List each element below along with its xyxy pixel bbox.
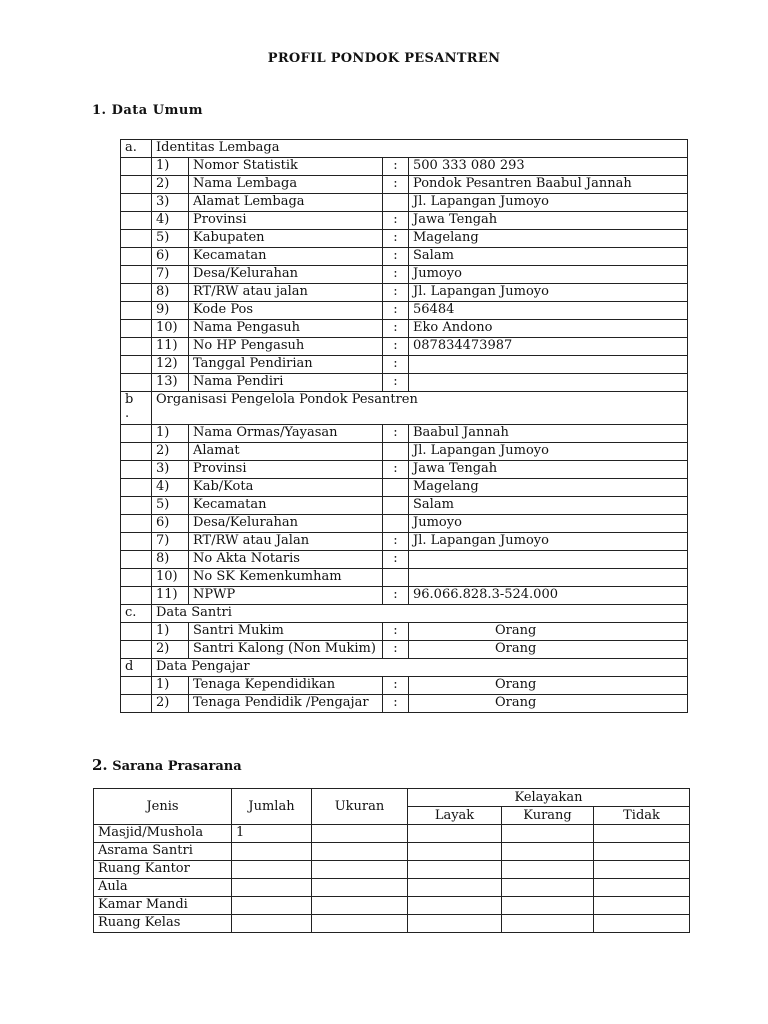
cell-kurang — [502, 825, 594, 843]
table-row — [121, 533, 688, 551]
field-label: Desa/Kelurahan — [189, 266, 383, 284]
table-row — [121, 587, 688, 605]
row-number: 3) — [152, 461, 189, 479]
table-row — [94, 915, 690, 933]
row-number: 5) — [152, 230, 189, 248]
cell-jenis: Aula — [94, 879, 232, 897]
group-letter: b . — [121, 392, 152, 425]
row-number: 2) — [152, 443, 189, 461]
cell-kurang — [502, 897, 594, 915]
cell-kurang — [502, 861, 594, 879]
cell-jumlah — [232, 843, 312, 861]
group-header-pengajar — [121, 659, 688, 677]
sarana-prasarana-table — [93, 788, 690, 933]
cell-ukuran — [312, 825, 408, 843]
row-number: 6) — [152, 515, 189, 533]
empty-cell — [121, 302, 152, 320]
field-value: Jl. Lapangan Jumoyo — [409, 443, 688, 461]
row-number: 7) — [152, 533, 189, 551]
field-value: Orang — [409, 623, 688, 641]
row-number: 10) — [152, 320, 189, 338]
cell-layak — [408, 897, 502, 915]
field-label: RT/RW atau Jalan — [189, 533, 383, 551]
separator: : — [383, 176, 409, 194]
field-value: Jawa Tengah — [409, 461, 688, 479]
header-kelayakan: Kelayakan — [408, 789, 690, 807]
field-value: Jl. Lapangan Jumoyo — [409, 284, 688, 302]
cell-layak — [408, 861, 502, 879]
cell-layak — [408, 843, 502, 861]
row-number: 4) — [152, 212, 189, 230]
field-value: Eko Andono — [409, 320, 688, 338]
separator: : — [383, 212, 409, 230]
field-label: Kab/Kota — [189, 479, 383, 497]
empty-cell — [121, 461, 152, 479]
field-value: 500 333 080 293 — [409, 158, 688, 176]
section-2-title: Sarana Prasarana — [112, 759, 242, 774]
empty-cell — [121, 497, 152, 515]
empty-cell — [121, 677, 152, 695]
cell-jumlah — [232, 915, 312, 933]
cell-layak — [408, 879, 502, 897]
cell-tidak — [594, 825, 690, 843]
empty-cell — [121, 158, 152, 176]
empty-cell — [121, 248, 152, 266]
field-value: Jumoyo — [409, 266, 688, 284]
empty-cell — [121, 374, 152, 392]
cell-ukuran — [312, 915, 408, 933]
cell-jumlah — [232, 861, 312, 879]
field-value: Magelang — [409, 230, 688, 248]
cell-kurang — [502, 879, 594, 897]
group-header-organisasi — [121, 392, 688, 425]
row-number: 8) — [152, 284, 189, 302]
empty-cell — [121, 623, 152, 641]
separator: : — [383, 623, 409, 641]
empty-cell — [121, 533, 152, 551]
field-label: Alamat — [189, 443, 383, 461]
separator: : — [383, 284, 409, 302]
field-value: Orang — [409, 641, 688, 659]
field-label: Nomor Statistik — [189, 158, 383, 176]
table-row — [121, 695, 688, 713]
table-row — [121, 479, 688, 497]
separator: : — [383, 302, 409, 320]
field-value — [409, 356, 688, 374]
field-label: RT/RW atau jalan — [189, 284, 383, 302]
empty-cell — [121, 194, 152, 212]
row-number: 13) — [152, 374, 189, 392]
header-jumlah: Jumlah — [232, 789, 312, 825]
field-label: Kecamatan — [189, 248, 383, 266]
group-label: Identitas Lembaga — [152, 140, 688, 158]
row-number: 1) — [152, 623, 189, 641]
empty-cell — [121, 425, 152, 443]
empty-cell — [121, 641, 152, 659]
separator: : — [383, 374, 409, 392]
empty-cell — [121, 212, 152, 230]
field-value: Baabul Jannah — [409, 425, 688, 443]
separator: : — [383, 425, 409, 443]
table-row — [121, 284, 688, 302]
section-2-number: 2. — [92, 756, 108, 774]
table-row — [121, 158, 688, 176]
empty-cell — [121, 515, 152, 533]
field-value: Jawa Tengah — [409, 212, 688, 230]
table-row — [94, 825, 690, 843]
separator: : — [383, 230, 409, 248]
row-number: 10) — [152, 569, 189, 587]
table-row — [121, 515, 688, 533]
header-kurang: Kurang — [502, 807, 594, 825]
group-header-santri — [121, 605, 688, 623]
empty-cell — [121, 356, 152, 374]
empty-cell — [121, 569, 152, 587]
group-letter: d — [121, 659, 152, 677]
empty-cell — [121, 479, 152, 497]
table-row — [121, 551, 688, 569]
table-row — [121, 497, 688, 515]
group-label: Data Santri — [152, 605, 688, 623]
section-1-heading: 1. Data Umum — [92, 103, 204, 118]
field-label: Nama Lembaga — [189, 176, 383, 194]
empty-cell — [121, 695, 152, 713]
table-row — [94, 843, 690, 861]
empty-cell — [121, 230, 152, 248]
section-2-heading — [92, 756, 242, 774]
field-label: Provinsi — [189, 212, 383, 230]
field-value — [409, 374, 688, 392]
row-number: 11) — [152, 338, 189, 356]
row-number: 8) — [152, 551, 189, 569]
empty-cell — [121, 320, 152, 338]
field-value: Orang — [409, 677, 688, 695]
cell-jumlah: 1 — [232, 825, 312, 843]
table-row — [121, 338, 688, 356]
field-label: Tenaga Kependidikan — [189, 677, 383, 695]
empty-cell — [121, 338, 152, 356]
cell-jenis: Masjid/Mushola — [94, 825, 232, 843]
table-row — [121, 425, 688, 443]
cell-ukuran — [312, 879, 408, 897]
table-row — [121, 248, 688, 266]
field-value: Pondok Pesantren Baabul Jannah — [409, 176, 688, 194]
group-letter: a. — [121, 140, 152, 158]
table-row — [121, 461, 688, 479]
empty-cell — [121, 266, 152, 284]
cell-tidak — [594, 915, 690, 933]
group-label: Organisasi Pengelola Pondok Pesantren — [152, 392, 688, 425]
group-label: Data Pengajar — [152, 659, 688, 677]
separator — [383, 497, 409, 515]
cell-ukuran — [312, 897, 408, 915]
field-label: Santri Mukim — [189, 623, 383, 641]
table-row — [121, 623, 688, 641]
field-label: No Akta Notaris — [189, 551, 383, 569]
empty-cell — [121, 176, 152, 194]
row-number: 2) — [152, 176, 189, 194]
table-row — [121, 176, 688, 194]
field-label: Alamat Lembaga — [189, 194, 383, 212]
field-label: Tanggal Pendirian — [189, 356, 383, 374]
field-value: Jumoyo — [409, 515, 688, 533]
separator — [383, 515, 409, 533]
separator: : — [383, 158, 409, 176]
cell-layak — [408, 825, 502, 843]
table-row — [121, 443, 688, 461]
field-label: Kecamatan — [189, 497, 383, 515]
field-value: Jl. Lapangan Jumoyo — [409, 194, 688, 212]
field-label: Desa/Kelurahan — [189, 515, 383, 533]
row-number: 4) — [152, 479, 189, 497]
cell-kurang — [502, 915, 594, 933]
separator: : — [383, 587, 409, 605]
page-title: PROFIL PONDOK PESANTREN — [267, 51, 501, 66]
table-header-row — [94, 789, 690, 807]
group-letter: c. — [121, 605, 152, 623]
row-number: 6) — [152, 248, 189, 266]
field-label: Santri Kalong (Non Mukim) — [189, 641, 383, 659]
table-row — [121, 212, 688, 230]
field-value: 96.066.828.3-524.000 — [409, 587, 688, 605]
row-number: 5) — [152, 497, 189, 515]
row-number: 2) — [152, 695, 189, 713]
separator: : — [383, 695, 409, 713]
field-value: Jl. Lapangan Jumoyo — [409, 533, 688, 551]
table-row — [121, 194, 688, 212]
cell-tidak — [594, 843, 690, 861]
table-row — [121, 677, 688, 695]
separator: : — [383, 641, 409, 659]
empty-cell — [121, 551, 152, 569]
table-row — [121, 230, 688, 248]
cell-jenis: Asrama Santri — [94, 843, 232, 861]
row-number: 3) — [152, 194, 189, 212]
row-number: 1) — [152, 677, 189, 695]
field-value: Salam — [409, 248, 688, 266]
group-header-identitas — [121, 140, 688, 158]
separator: : — [383, 677, 409, 695]
separator: : — [383, 356, 409, 374]
separator: : — [383, 266, 409, 284]
field-value — [409, 569, 688, 587]
field-label: Provinsi — [189, 461, 383, 479]
field-value: 087834473987 — [409, 338, 688, 356]
field-label: Nama Pengasuh — [189, 320, 383, 338]
table-row — [94, 861, 690, 879]
cell-tidak — [594, 879, 690, 897]
header-tidak: Tidak — [594, 807, 690, 825]
cell-jenis: Ruang Kelas — [94, 915, 232, 933]
empty-cell — [121, 443, 152, 461]
field-value: Salam — [409, 497, 688, 515]
table-row — [121, 356, 688, 374]
cell-tidak — [594, 861, 690, 879]
field-value — [409, 551, 688, 569]
table-row — [121, 266, 688, 284]
separator — [383, 443, 409, 461]
field-label: No SK Kemenkumham — [189, 569, 383, 587]
field-label: Nama Pendiri — [189, 374, 383, 392]
row-number: 11) — [152, 587, 189, 605]
cell-layak — [408, 915, 502, 933]
cell-ukuran — [312, 861, 408, 879]
cell-jumlah — [232, 879, 312, 897]
separator — [383, 569, 409, 587]
row-number: 9) — [152, 302, 189, 320]
row-number: 1) — [152, 425, 189, 443]
header-jenis: Jenis — [94, 789, 232, 825]
separator: : — [383, 320, 409, 338]
data-umum-table — [120, 139, 688, 713]
cell-jenis: Ruang Kantor — [94, 861, 232, 879]
separator: : — [383, 248, 409, 266]
empty-cell — [121, 284, 152, 302]
row-number: 1) — [152, 158, 189, 176]
field-label: Tenaga Pendidik /Pengajar — [189, 695, 383, 713]
table-row — [121, 302, 688, 320]
table-row — [121, 374, 688, 392]
separator: : — [383, 551, 409, 569]
empty-cell — [121, 587, 152, 605]
table-row — [94, 879, 690, 897]
cell-jenis: Kamar Mandi — [94, 897, 232, 915]
table-row — [121, 320, 688, 338]
field-value: Magelang — [409, 479, 688, 497]
field-label: Kabupaten — [189, 230, 383, 248]
table-row — [121, 641, 688, 659]
separator: : — [383, 461, 409, 479]
cell-ukuran — [312, 843, 408, 861]
field-label: Kode Pos — [189, 302, 383, 320]
header-ukuran: Ukuran — [312, 789, 408, 825]
table-row — [121, 569, 688, 587]
field-value: 56484 — [409, 302, 688, 320]
field-label: Nama Ormas/Yayasan — [189, 425, 383, 443]
table-row — [94, 897, 690, 915]
row-number: 7) — [152, 266, 189, 284]
row-number: 12) — [152, 356, 189, 374]
separator — [383, 194, 409, 212]
cell-tidak — [594, 897, 690, 915]
separator — [383, 479, 409, 497]
field-label: No HP Pengasuh — [189, 338, 383, 356]
field-label: NPWP — [189, 587, 383, 605]
header-layak: Layak — [408, 807, 502, 825]
separator: : — [383, 338, 409, 356]
row-number: 2) — [152, 641, 189, 659]
cell-kurang — [502, 843, 594, 861]
field-value: Orang — [409, 695, 688, 713]
separator: : — [383, 533, 409, 551]
cell-jumlah — [232, 897, 312, 915]
